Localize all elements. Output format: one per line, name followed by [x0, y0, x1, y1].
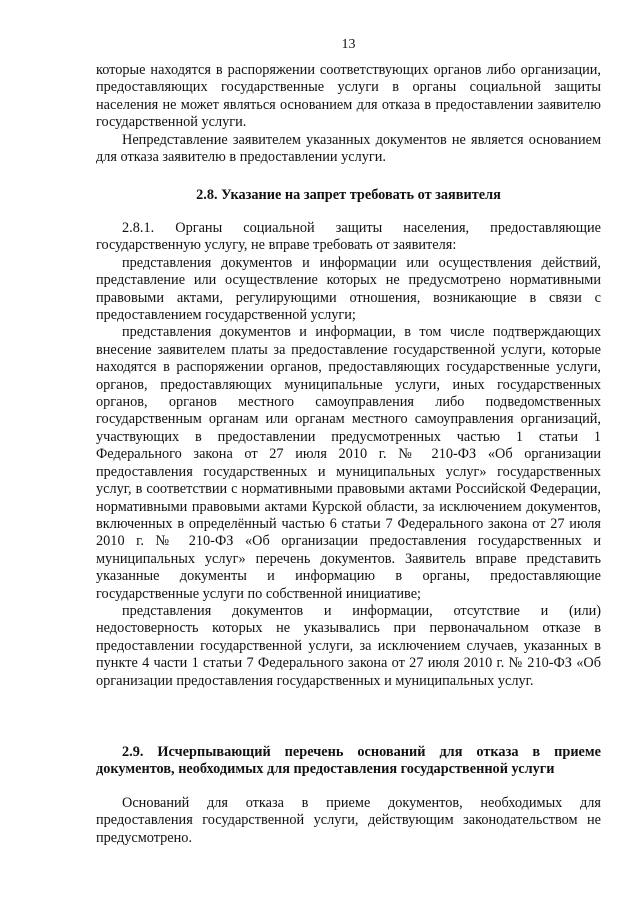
section-2-9-body: [96, 795, 601, 847]
section-2-8-paragraph-2: представления документов и информации или осуществления действий, представление или осуществление которых не предусмотрено нормативными правовыми актами, регулирующими отношения, возникающие в связи с предоставлением государственной услуги;: [96, 254, 601, 324]
section-2-8-body: [96, 220, 601, 690]
intro-paragraph-1: которые находятся в распоряжении соответствующих органов либо организации, предоставляющих государственные услуги в органы социальной защиты населения не может являться основанием для отказа в предоставлении заявителю государственной услуги.: [96, 62, 601, 131]
section-2-8-heading: 2.8. Указание на запрет требовать от заявителя: [196, 187, 501, 203]
page-number: 13: [341, 37, 356, 52]
intro-paragraph-2: Непредставление заявителем указанных документов не является основанием для отказа заявителю в предоставлении услуги.: [96, 131, 601, 166]
section-2-8-heading-block: [96, 187, 601, 204]
section-2-9-heading-block: [96, 744, 601, 779]
section-2-8-paragraph-1: 2.8.1. Органы социальной защиты населения, предоставляющие государственную услугу, не вправе требовать от заявителя:: [96, 220, 601, 254]
section-2-9-paragraph-1: Оснований для отказа в приеме документов, необходимых для предоставления государственной услуги, действующим законодательством не предусмотрено.: [96, 795, 601, 846]
section-2-8-paragraph-4: представления документов и информации, отсутствие и (или) недостоверность которых не указывались при первоначальном отказе в предоставлении государственной услуги, за исключением случаев, указанных в пункте 4 части 1 статьи 7 Федерального закона от 27 июля 2010 г. № 210-ФЗ «Об организации предоставления государственных и муниципальных услуг.: [96, 602, 601, 689]
section-2-8-paragraph-3: представления документов и информации, в том числе подтверждающих внесение заявителем платы за предоставление государственной услуги, которые находятся в распоряжении органов, предоставляющих государственные услуги, органов, предоставляющих муниципальные услуги, иных государственных органов, органов местного самоуправления либо подведомственных государственным органам или органам местного самоуправления организаций, участвующих в предоставлении предусмотренных частью 1 статьи 1 Федерального закона от 27 июля 2010 г. № 210-ФЗ «Об организации предоставления государственных и муниципальных услуг» государственных услуг, в соответствии с нормативными правовыми актами Российской Федерации, нормативными правовыми актами Курской области, за исключением документов, включенных в определённый частью 6 статьи 7 Федерального закона от 27 июля 2010 г. № 210-ФЗ «Об организации предоставления государственных и муниципальных услуг» перечень документов. Заявитель вправе представить указанные документы и информацию в органы, предоставляющие государственные услуги по собственной инициативе;: [96, 324, 601, 602]
intro-block: [96, 62, 601, 166]
section-2-9-heading: 2.9. Исчерпывающий перечень оснований для отказа в приеме документов, необходимых для предоставления государственной услуги: [96, 744, 601, 778]
document-page: [96, 0, 601, 905]
